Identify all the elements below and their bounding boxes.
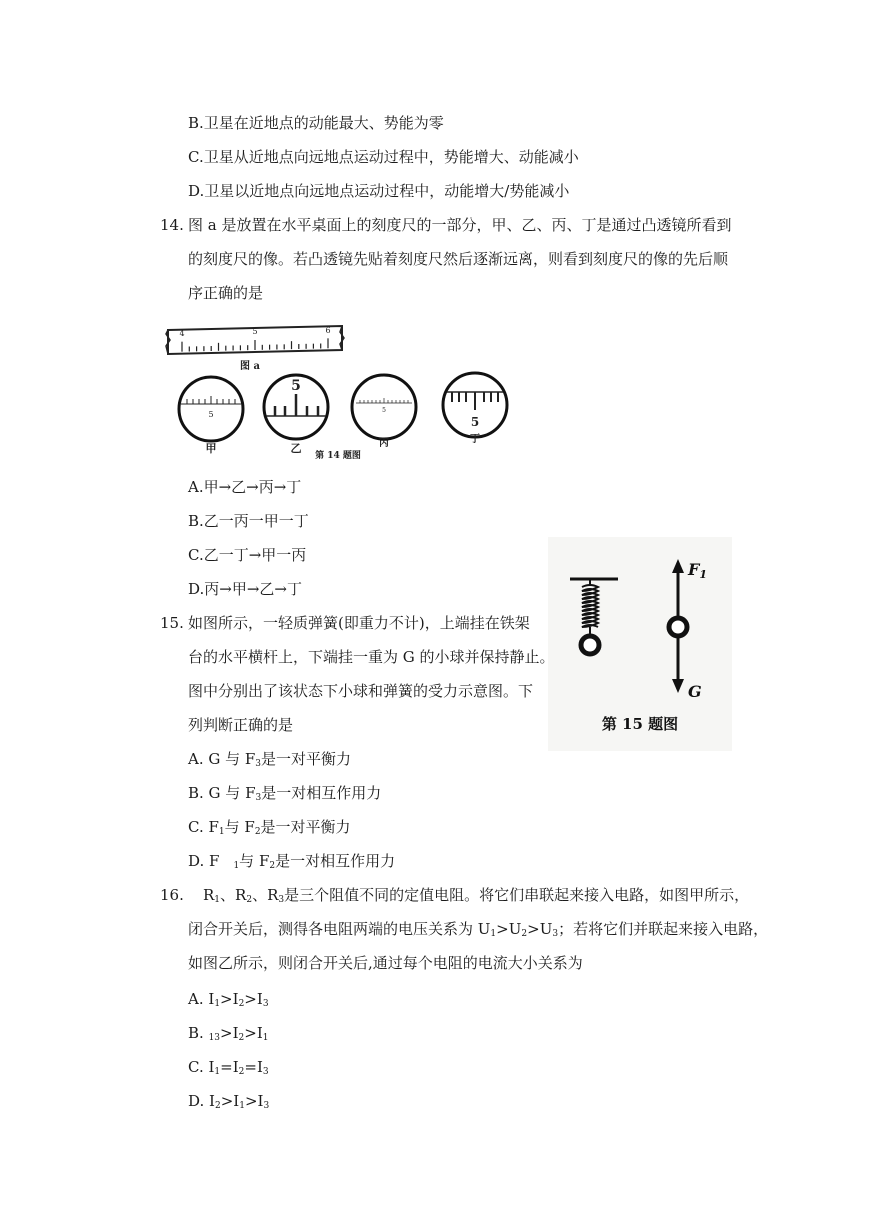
- q16-stem-line2: 闭合开关后，测得各电阻两端的电压关系为 $U_1>U_2>U_3$；若将它们并联起来接入电路，: [188, 920, 769, 939]
- lens-yi: [264, 375, 328, 439]
- q14-figure: [160, 312, 520, 464]
- ruler-caption: 图 a: [240, 361, 260, 372]
- q13-option-c: C.卫星从近地点向远地点运动过程中，势能增大、动能减小: [188, 148, 579, 166]
- lens-jia: [179, 377, 243, 441]
- q16-stem-line3: 如图乙所示，则闭合开关后,通过每个电阻的电流大小关系为: [188, 954, 583, 972]
- q15-option-a: A. G 与 $F_3$是一对平衡力: [188, 750, 352, 769]
- q14-stem-line2: 的刻度尺的像。若凸透镜先贴着刻度尺然后逐渐远离，则看到刻度尺的像的先后顺: [188, 250, 729, 268]
- q16-option-b: B. $_{13}>I_2>I_1$: [188, 1024, 269, 1043]
- q13-option-b: B.卫星在近地点的动能最大、势能为零: [188, 114, 444, 132]
- q15-option-c: C. $F_1$与 $F_2$是一对平衡力: [188, 818, 351, 837]
- q15-stem-line2: 台的水平横杆上，下端挂一重为 G 的小球并保持静止。: [188, 648, 555, 666]
- lens-bing: [352, 375, 416, 439]
- q16-number: 16.: [160, 886, 184, 904]
- q16-stem-line1: $R_1$、$R_2$、$R_3$是三个阻值不同的定值电阻。将它们串联起来接入电路，如图甲所示，: [203, 886, 750, 905]
- lens-label-jia: 甲: [205, 442, 217, 455]
- lens-number: 5: [208, 410, 214, 419]
- q16-option-d: D. $I_2>I_1>I_3$: [188, 1092, 270, 1111]
- spring-ball-image: [570, 579, 618, 654]
- q14-option-c: C.乙一丁→甲一丙: [188, 546, 307, 564]
- ruler-tick-label: 4: [179, 329, 185, 338]
- q14-option-d: D.丙→甲→乙→丁: [188, 580, 302, 598]
- q14-stem-line1: 图 a 是放置在水平桌面上的刻度尺的一部分，甲、乙、丙、丁是通过凸透镜所看到: [188, 216, 732, 234]
- lens-number: 5: [470, 415, 480, 429]
- q15-stem-line4: 列判断正确的是: [188, 716, 294, 734]
- q14-stem-line3: 序正确的是: [188, 284, 264, 302]
- q14-option-a: A.甲→乙→丙→丁: [188, 478, 302, 496]
- force-diagram: [669, 559, 687, 693]
- ruler-tick-label: 6: [325, 326, 331, 335]
- force-g-label: G: [688, 682, 702, 701]
- q15-stem-line3: 图中分别出了该状态下小球和弹簧的受力示意图。下: [188, 682, 534, 700]
- ruler-image: [166, 326, 344, 354]
- ruler-tick-label: 5: [252, 327, 258, 336]
- q16-option-a: A. $I_1>I_2>I_3$: [188, 990, 269, 1009]
- q14-figure-caption: 第 14 题图: [315, 451, 361, 461]
- q13-option-d: D.卫星以近地点向远地点运动过程中，动能增大/势能减小: [188, 182, 570, 200]
- q14-number: 14.: [160, 216, 184, 234]
- lens-label-bing: 丙: [379, 438, 389, 449]
- q15-stem-line1: 如图所示，一轻质弹簧(即重力不计)，上端挂在铁架: [188, 614, 530, 632]
- lens-ding: [443, 373, 507, 437]
- force-f1-label: F1: [688, 560, 708, 581]
- q15-figure-caption: 第 15 题图: [601, 715, 679, 733]
- q14-option-b: B.乙一丙一甲一丁: [188, 512, 309, 530]
- lens-label-ding: 丁: [470, 434, 480, 445]
- q15-number: 15.: [160, 614, 184, 632]
- q15-option-b: B. G 与 $F_3$是一对相互作用力: [188, 784, 382, 803]
- lens-number: 5: [291, 378, 301, 394]
- q15-figure: [548, 537, 732, 751]
- lens-number: 5: [382, 407, 386, 414]
- lens-label-yi: 乙: [290, 442, 302, 455]
- q15-option-d: D. F $_1$与 $F_2$是一对相互作用力: [188, 852, 396, 871]
- q16-option-c: C. $I_1=I_2=I_3$: [188, 1058, 269, 1077]
